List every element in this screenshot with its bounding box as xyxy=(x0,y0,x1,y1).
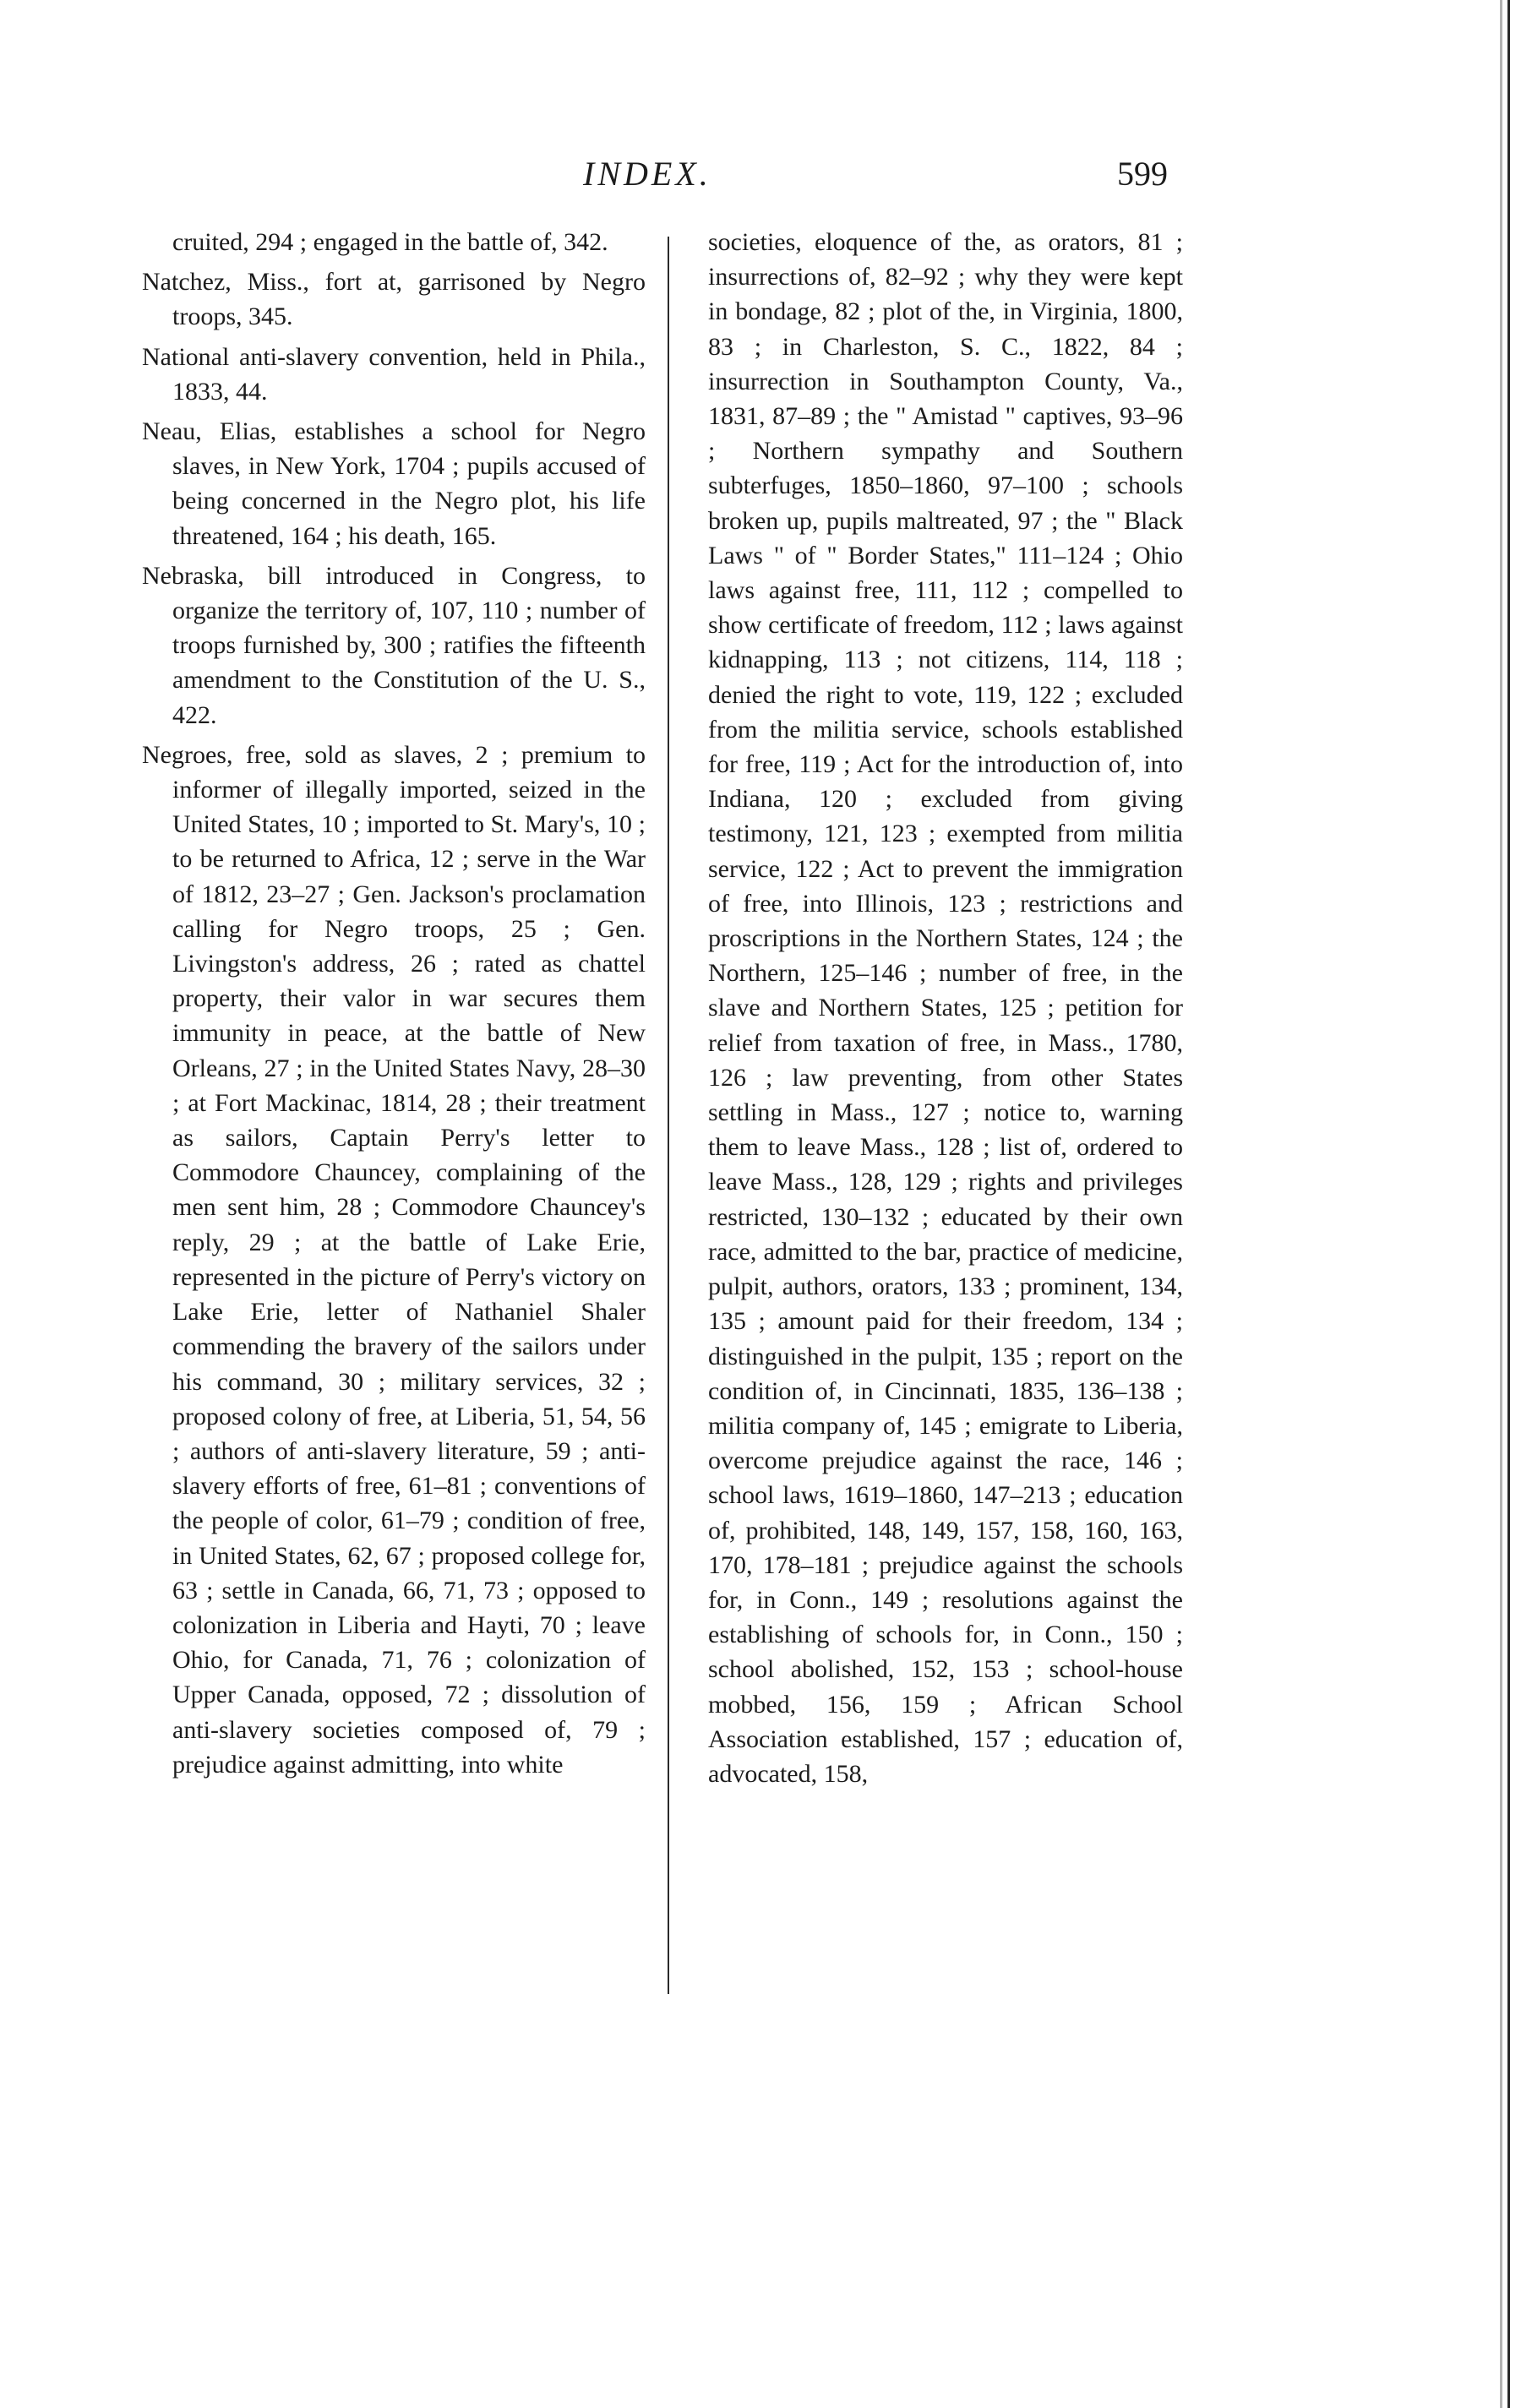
index-column-right xyxy=(708,225,1183,1791)
page-edge-shadow xyxy=(1500,0,1502,2408)
index-entry: Negroes, free, sold as slaves, 2 ; premium to informer of illegally imported, seized in the United States, 10 ; imported to St. Mary's, 10 ; to be returned to Africa, 12 ; serve in the War of 1812, 23–27 ; Gen. Jackson's proclamation calling for Negro troops, 25 ; Gen. Livingston's address, 26 ; rated as chattel property, their valor in war secures them immunity in peace, at the battle of New Orleans, 27 ; in the United States Navy, 28–30 ; at Fort Mackinac, 1814, 28 ; their treatment as sailors, Captain Perry's letter to Commodore Chauncey, complaining of the men sent him, 28 ; Commodore Chauncey's reply, 29 ; at the battle of Lake Erie, represented in the picture of Perry's victory on Lake Erie, letter of Nathaniel Shaler commending the bravery of the sailors under his command, 30 ; military services, 32 ; proposed colony of free, at Liberia, 51, 54, 56 ; authors of anti-slavery literature, 59 ; anti-slavery efforts of free, 61–81 ; conventions of the people of color, 61–79 ; condition of free, in United States, 62, 67 ; proposed college for, 63 ; settle in Canada, 66, 71, 73 ; opposed to colonization in Liberia and Hayti, 70 ; leave Ohio, for Canada, 71, 76 ; colonization of Upper Canada, opposed, 72 ; dissolution of anti-slavery societies composed of, 79 ; prejudice against admitting, into white xyxy=(142,740,646,1779)
index-entry: cruited, 294 ; engaged in the battle of, 342. xyxy=(172,228,608,256)
index-entry: Natchez, Miss., fort at, garrisoned by Negro troops, 345. xyxy=(142,268,646,331)
index-entry: National anti-slavery convention, held in Phila., 1833, 44. xyxy=(142,342,646,406)
index-entry-continued: societies, eloquence of the, as orators, 81 ; insurrections of, 82–92 ; why they were kept in bondage, 82 ; plot of the, in Virginia, 1800, 83 ; in Charleston, S. C., 1822, 84 ; insurrection in Southampton County, Va., 1831, 87–89 ; the " Amistad " captives, 93–96 ; Northern sympathy and Southern subterfuges, 1850–1860, 97–100 ; schools broken up, pupils maltreated, 97 ; the " Black Laws " of " Border States," 111–124 ; Ohio laws against free, 111, 112 ; compelled to show certificate of freedom, 112 ; laws against kidnapping, 113 ; not citizens, 114, 118 ; denied the right to vote, 119, 122 ; excluded from the militia service, schools established for free, 119 ; Act for the introduction of, into Indiana, 120 ; excluded from giving testimony, 121, 123 ; exempted from militia service, 122 ; Act to prevent the immigration of free, into Illinois, 123 ; restrictions and proscriptions in the Northern States, 124 ; the Northern, 125–146 ; number of free, in the slave and Northern States, 125 ; petition for relief from taxation of free, in Mass., 1780, 126 ; law preventing, from other States settling in Mass., 127 ; notice to, warning them to leave Mass., 128 ; list of, ordered to leave Mass., 128, 129 ; rights and privileges restricted, 130–132 ; educated by their own race, admitted to the bar, practice of medicine, pulpit, authors, orators, 133 ; prominent, 134, 135 ; amount paid for their freedom, 134 ; distinguished in the pulpit, 135 ; report on the condition of, in Cincinnati, 1835, 136–138 ; militia company of, 145 ; emigrate to Liberia, overcome prejudice against the race, 146 ; school laws, 1619–1860, 147–213 ; education of, prohibited, 148, 149, 157, 158, 160, 163, 170, 178–181 ; prejudice against the schools for, in Conn., 149 ; resolutions against the establishing of schools for, in Conn., 150 ; school abolished, 152, 153 ; school-house mobbed, 156, 159 ; African School Association established, 157 ; education of, advocated, 158, xyxy=(708,228,1183,1788)
index-column-left xyxy=(142,225,646,1787)
index-entry: Neau, Elias, establishes a school for Negro slaves, in New York, 1704 ; pupils accused of being concerned in the Negro plot, his life threatened, 164 ; his death, 165. xyxy=(142,417,646,550)
page-edge-border xyxy=(1507,0,1521,2408)
index-entry: Nebraska, bill introduced in Congress, to organize the territory of, 107, 110 ; number of troops furnished by, 300 ; ratifies the fifteenth amendment to the Constitution of the U. S., 422. xyxy=(142,561,646,729)
running-head xyxy=(0,154,1521,204)
page-title: INDEX. xyxy=(583,155,711,193)
column-divider xyxy=(668,237,669,1994)
page-number: 599 xyxy=(1117,155,1168,193)
